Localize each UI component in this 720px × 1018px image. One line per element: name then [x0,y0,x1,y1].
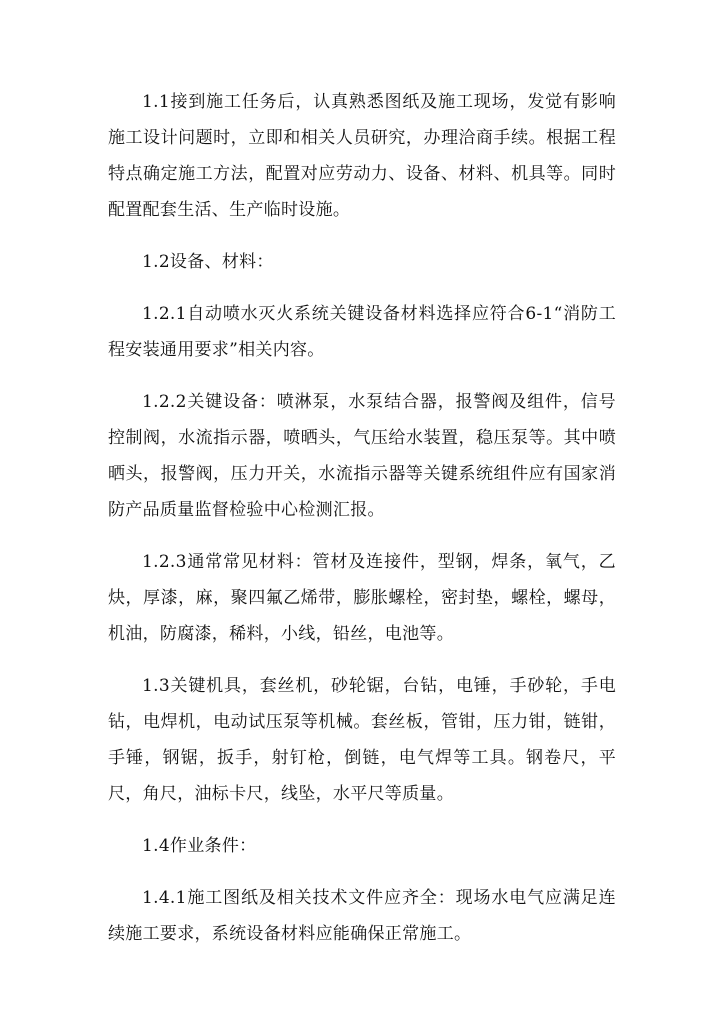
paragraph-1-2-3: 1.2.3通常常见材料：管材及连接件，型钢，焊条，氧气，乙炔，厚漆，麻，聚四氟乙烯带，膨胀螺栓，密封垫，螺栓，螺母，机油，防腐漆，稀料，小线，铅丝，电池等。 [108,552,616,644]
paragraph-1-2-heading: 1.2设备、材料： [142,252,274,272]
paragraph-1-2-2: 1.2.2关键设备：喷淋泵，水泵结合器，报警阀及组件，信号控制阀，水流指示器，喷晒头，气压给水装置，稳压泵等。其中喷晒头，报警阀，压力开关，水流指示器等关键系统组件应有国家消防产品质量监督检验中心检测汇报。 [108,392,616,520]
paragraph-1-2-1: 1.2.1自动喷水灭火系统关键设备材料选择应符合6-1“消防工程安装通用要求”相关内容。 [108,304,616,360]
paragraph-1-4-1: 1.4.1施工图纸及相关技术文件应齐全：现场水电气应满足连续施工要求，系统设备材料应能确保正常施工。 [108,888,616,944]
paragraph-1-4-heading: 1.4作业条件： [142,836,257,856]
paragraph-1-3: 1.3关键机具，套丝机，砂轮锯，台钻，电锤，手砂轮，手电钻，电焊机，电动试压泵等机械。套丝板，管钳，压力钳，链钳，手锤，钢锯，扳手，射钉枪，倒链，电气焊等工具。钢卷尺，平尺，角尺，油标卡尺，线坠，水平尺等质量。 [108,676,616,804]
paragraph-1-1: 1.1接到施工任务后，认真熟悉图纸及施工现场，发觉有影响施工设计问题时，立即和相关人员研究，办理洽商手续。根据工程特点确定施工方法，配置对应劳动力、设备、材料、机具等。同时配置配套生活、生产临时设施。 [108,92,616,220]
